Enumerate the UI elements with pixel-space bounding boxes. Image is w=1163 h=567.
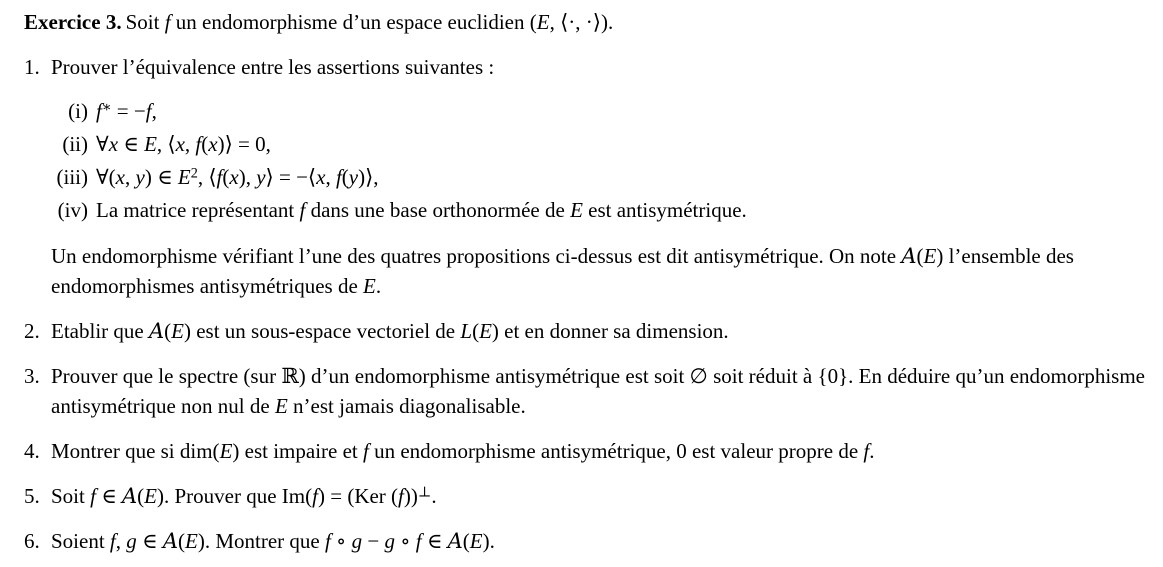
assertion-text: ∀x ∈ E, ⟨x, f(x)⟩ = 0, xyxy=(96,132,271,156)
question-number: 4. xyxy=(24,439,40,463)
question-body xyxy=(51,361,1149,421)
assertion-item xyxy=(51,162,1149,192)
question-item xyxy=(24,436,1149,466)
question-body xyxy=(51,52,1149,301)
question-item xyxy=(24,52,1149,301)
question-number: 3. xyxy=(24,364,40,388)
question-body xyxy=(51,481,1149,511)
question-item xyxy=(24,361,1149,421)
question-text: Prouver que le spectre (sur ℝ) d’un endomorphisme antisymétrique est soit ∅ soit réduit à {0}. En déduire qu’un endomorphisme antisymétrique non nul de E n’est jamais diagonalisable. xyxy=(51,364,1145,418)
question-body xyxy=(51,436,1149,466)
assertion-item xyxy=(51,129,1149,159)
definition-paragraph: Un endomorphisme vérifiant l’une des quatres propositions ci-dessus est dit antisymétrique. On note A(E) l’ensemble des endomorphismes antisymétriques de E. xyxy=(51,244,1074,298)
assertion-item xyxy=(51,96,1149,126)
question-number: 6. xyxy=(24,529,40,553)
exercise-header xyxy=(24,7,1149,37)
assertion-text: f∗ = −f, xyxy=(96,99,157,123)
assertion-label: (iii) xyxy=(56,165,88,189)
question-text: Soit f ∈ A(E). Prouver que Im(f) = (Ker (f))⊥. xyxy=(51,484,437,508)
assertion-label: (ii) xyxy=(62,132,88,156)
question-item xyxy=(24,316,1149,346)
question-text: Etablir que A(E) est un sous-espace vectoriel de L(E) et en donner sa dimension. xyxy=(51,319,729,343)
question-body xyxy=(51,526,1149,556)
question-list xyxy=(24,52,1149,556)
question-number: 5. xyxy=(24,484,40,508)
exercise-number-label: Exercice 3. xyxy=(24,10,122,34)
assertion-item xyxy=(51,195,1149,225)
question-text: Prouver l’équivalence entre les assertions suivantes : xyxy=(51,55,495,79)
question-item xyxy=(24,526,1149,556)
question-body xyxy=(51,316,1149,346)
question-number: 2. xyxy=(24,319,40,343)
exercise-statement: Soit f un endomorphisme d’un espace euclidien (E, ⟨·, ·⟩). xyxy=(125,10,614,34)
question-text: Soient f, g ∈ A(E). Montrer que f ∘ g − g ∘ f ∈ A(E). xyxy=(51,529,495,553)
assertion-text: ∀(x, y) ∈ $E^2$, ⟨f(x), y⟩ = −⟨x, f(y)⟩, xyxy=(96,165,379,189)
assertion-label: (iv) xyxy=(57,198,88,222)
assertion-label: (i) xyxy=(68,99,88,123)
question-text: Montrer que si dim(E) est impaire et f un endomorphisme antisymétrique, 0 est valeur propre de f. xyxy=(51,439,875,463)
question-item xyxy=(24,481,1149,511)
assertion-text: La matrice représentant f dans une base orthonormée de E est antisymétrique. xyxy=(96,198,747,222)
assertion-list xyxy=(51,96,1149,225)
question-number: 1. xyxy=(24,55,40,79)
